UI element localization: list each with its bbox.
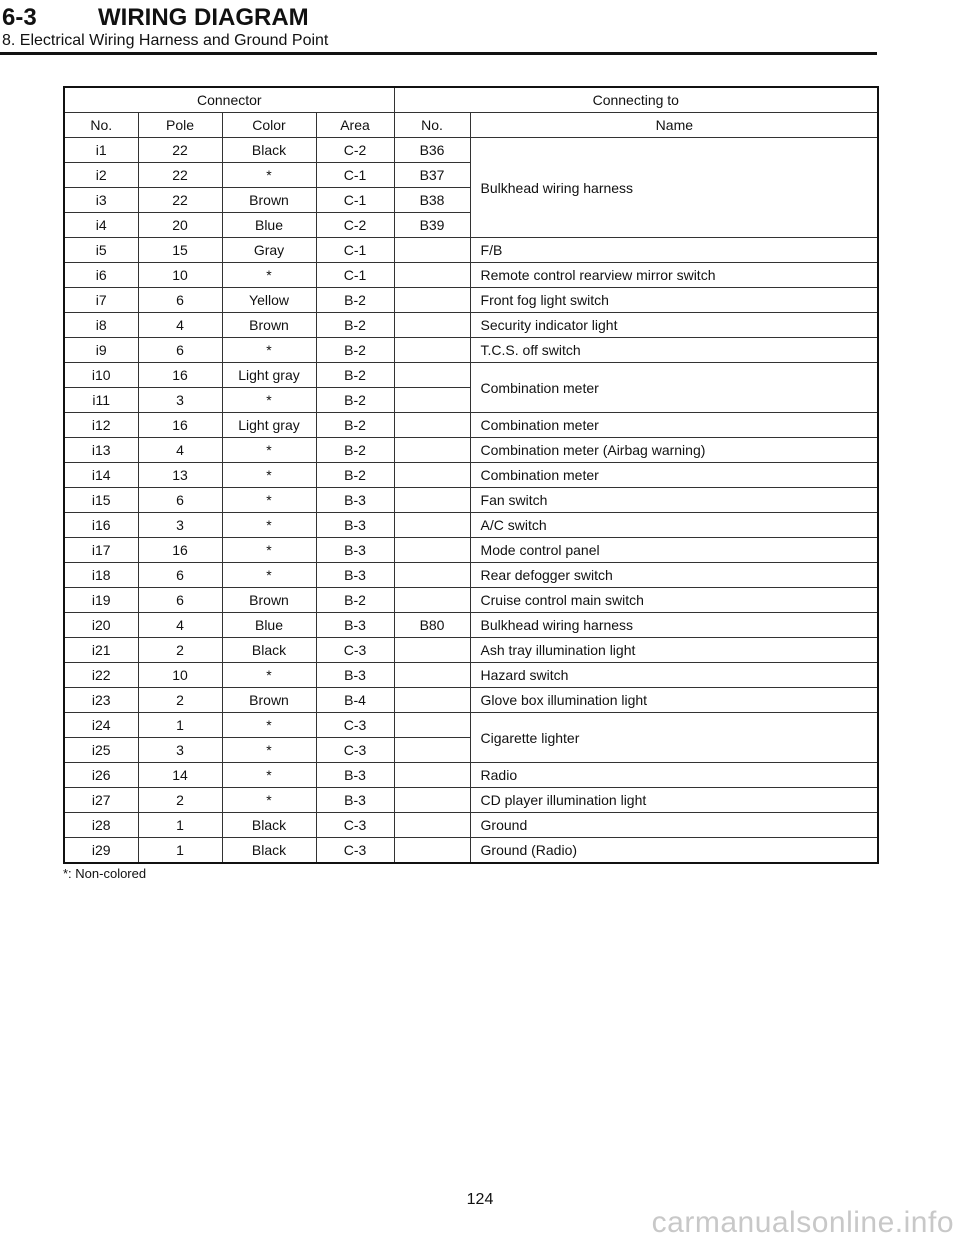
table-row xyxy=(64,513,878,538)
cell-name: Bulkhead wiring harness xyxy=(470,613,878,638)
cell-name: T.C.S. off switch xyxy=(470,338,878,363)
cell-pole: 22 xyxy=(138,163,222,188)
cell-name: A/C switch xyxy=(470,513,878,538)
cell-pole: 13 xyxy=(138,463,222,488)
cell-no: i20 xyxy=(64,613,138,638)
cell-to-no xyxy=(394,763,470,788)
cell-pole: 22 xyxy=(138,138,222,163)
cell-area: B-2 xyxy=(316,413,394,438)
cell-area: C-2 xyxy=(316,213,394,238)
cell-pole: 22 xyxy=(138,188,222,213)
table-row xyxy=(64,788,878,813)
page-number: 124 xyxy=(466,1191,494,1208)
group-header-connector: Connector xyxy=(64,87,394,113)
cell-no: i11 xyxy=(64,388,138,413)
cell-to-no xyxy=(394,663,470,688)
cell-no: i7 xyxy=(64,288,138,313)
cell-no: i14 xyxy=(64,463,138,488)
table-row xyxy=(64,838,878,864)
cell-no: i1 xyxy=(64,138,138,163)
cell-color: Brown xyxy=(222,588,316,613)
cell-pole: 10 xyxy=(138,663,222,688)
cell-pole: 1 xyxy=(138,813,222,838)
cell-to-no xyxy=(394,313,470,338)
cell-area: C-3 xyxy=(316,638,394,663)
cell-to-no xyxy=(394,588,470,613)
table-row xyxy=(64,288,878,313)
connector-table-body xyxy=(64,87,878,863)
cell-name: Rear defogger switch xyxy=(470,563,878,588)
cell-color: * xyxy=(222,763,316,788)
cell-no: i16 xyxy=(64,513,138,538)
cell-name: Radio xyxy=(470,763,878,788)
cell-color: Black xyxy=(222,838,316,864)
cell-pole: 6 xyxy=(138,588,222,613)
cell-area: B-3 xyxy=(316,763,394,788)
col-header-no: No. xyxy=(64,113,138,138)
cell-to-no xyxy=(394,338,470,363)
cell-no: i4 xyxy=(64,213,138,238)
cell-color: * xyxy=(222,488,316,513)
cell-to-no: B39 xyxy=(394,213,470,238)
cell-no: i29 xyxy=(64,838,138,864)
cell-area: C-3 xyxy=(316,813,394,838)
cell-name: Combination meter xyxy=(470,463,878,488)
cell-area: B-4 xyxy=(316,688,394,713)
cell-no: i13 xyxy=(64,438,138,463)
cell-to-no xyxy=(394,788,470,813)
cell-pole: 20 xyxy=(138,213,222,238)
cell-area: C-3 xyxy=(316,738,394,763)
cell-color: Blue xyxy=(222,613,316,638)
cell-no: i21 xyxy=(64,638,138,663)
cell-area: B-3 xyxy=(316,788,394,813)
cell-to-no xyxy=(394,738,470,763)
cell-to-no: B80 xyxy=(394,613,470,638)
cell-no: i19 xyxy=(64,588,138,613)
cell-to-no xyxy=(394,463,470,488)
cell-color: * xyxy=(222,538,316,563)
cell-color: * xyxy=(222,513,316,538)
cell-color: Black xyxy=(222,813,316,838)
table-row xyxy=(64,338,878,363)
cell-to-no xyxy=(394,813,470,838)
cell-to-no: B36 xyxy=(394,138,470,163)
cell-pole: 3 xyxy=(138,388,222,413)
table-row xyxy=(64,488,878,513)
cell-color: * xyxy=(222,563,316,588)
table-row xyxy=(64,438,878,463)
cell-to-no xyxy=(394,688,470,713)
cell-name: Glove box illumination light xyxy=(470,688,878,713)
cell-color: Brown xyxy=(222,188,316,213)
cell-no: i27 xyxy=(64,788,138,813)
table-row xyxy=(64,613,878,638)
document-title: WIRING DIAGRAM xyxy=(98,4,309,31)
cell-no: i2 xyxy=(64,163,138,188)
cell-area: C-1 xyxy=(316,163,394,188)
table-row xyxy=(64,463,878,488)
cell-no: i12 xyxy=(64,413,138,438)
cell-color: * xyxy=(222,438,316,463)
cell-color: * xyxy=(222,163,316,188)
cell-color: Black xyxy=(222,138,316,163)
group-header-row xyxy=(64,87,878,113)
cell-no: i24 xyxy=(64,713,138,738)
cell-name: Front fog light switch xyxy=(470,288,878,313)
cell-pole: 14 xyxy=(138,763,222,788)
section-number: 6-3 xyxy=(2,4,37,31)
cell-to-no xyxy=(394,388,470,413)
cell-pole: 1 xyxy=(138,838,222,864)
cell-color: Brown xyxy=(222,688,316,713)
table-row xyxy=(64,763,878,788)
cell-area: C-1 xyxy=(316,238,394,263)
cell-to-no xyxy=(394,638,470,663)
col-header-to-no: No. xyxy=(394,113,470,138)
cell-area: B-2 xyxy=(316,438,394,463)
cell-no: i6 xyxy=(64,263,138,288)
col-header-area: Area xyxy=(316,113,394,138)
table-row xyxy=(64,363,878,388)
cell-pole: 6 xyxy=(138,288,222,313)
cell-name: CD player illumination light xyxy=(470,788,878,813)
table-row xyxy=(64,263,878,288)
cell-color: * xyxy=(222,263,316,288)
cell-name-merged: Combination meter xyxy=(470,363,878,413)
table-row xyxy=(64,238,878,263)
cell-area: C-1 xyxy=(316,188,394,213)
cell-to-no xyxy=(394,363,470,388)
cell-no: i17 xyxy=(64,538,138,563)
cell-pole: 4 xyxy=(138,438,222,463)
cell-area: B-2 xyxy=(316,338,394,363)
cell-area: C-1 xyxy=(316,263,394,288)
col-header-name: Name xyxy=(470,113,878,138)
table-row xyxy=(64,313,878,338)
cell-to-no: B37 xyxy=(394,163,470,188)
cell-pole: 6 xyxy=(138,563,222,588)
header-rule xyxy=(0,52,877,55)
cell-to-no xyxy=(394,563,470,588)
cell-color: * xyxy=(222,713,316,738)
cell-name: Fan switch xyxy=(470,488,878,513)
cell-no: i8 xyxy=(64,313,138,338)
cell-name: Cruise control main switch xyxy=(470,588,878,613)
cell-to-no xyxy=(394,838,470,864)
page-header xyxy=(0,0,960,60)
cell-color: Black xyxy=(222,638,316,663)
cell-to-no xyxy=(394,513,470,538)
table-row xyxy=(64,663,878,688)
cell-name: Hazard switch xyxy=(470,663,878,688)
table-row xyxy=(64,413,878,438)
cell-pole: 16 xyxy=(138,413,222,438)
cell-pole: 3 xyxy=(138,513,222,538)
cell-color: * xyxy=(222,338,316,363)
cell-to-no xyxy=(394,263,470,288)
cell-area: B-2 xyxy=(316,363,394,388)
cell-pole: 6 xyxy=(138,338,222,363)
cell-name: Security indicator light xyxy=(470,313,878,338)
cell-area: B-3 xyxy=(316,563,394,588)
cell-area: B-2 xyxy=(316,588,394,613)
cell-to-no xyxy=(394,488,470,513)
cell-to-no xyxy=(394,288,470,313)
group-header-connecting-to: Connecting to xyxy=(394,87,878,113)
cell-pole: 16 xyxy=(138,363,222,388)
cell-name: F/B xyxy=(470,238,878,263)
cell-no: i22 xyxy=(64,663,138,688)
cell-no: i18 xyxy=(64,563,138,588)
cell-name: Ground xyxy=(470,813,878,838)
cell-no: i10 xyxy=(64,363,138,388)
cell-name: Remote control rearview mirror switch xyxy=(470,263,878,288)
cell-to-no xyxy=(394,538,470,563)
cell-area: C-3 xyxy=(316,838,394,864)
cell-area: B-3 xyxy=(316,488,394,513)
table-row xyxy=(64,138,878,163)
column-header-row xyxy=(64,113,878,138)
cell-no: i23 xyxy=(64,688,138,713)
cell-color: * xyxy=(222,738,316,763)
cell-color: Light gray xyxy=(222,413,316,438)
cell-pole: 3 xyxy=(138,738,222,763)
watermark: carmanualsonline.info xyxy=(651,1206,954,1239)
cell-area: B-2 xyxy=(316,388,394,413)
cell-no: i15 xyxy=(64,488,138,513)
cell-no: i28 xyxy=(64,813,138,838)
cell-to-no xyxy=(394,438,470,463)
table-row xyxy=(64,688,878,713)
cell-area: B-3 xyxy=(316,538,394,563)
connector-table xyxy=(63,86,879,864)
cell-no: i26 xyxy=(64,763,138,788)
cell-color: * xyxy=(222,788,316,813)
cell-no: i5 xyxy=(64,238,138,263)
table-row xyxy=(64,713,878,738)
cell-area: C-3 xyxy=(316,713,394,738)
cell-area: B-2 xyxy=(316,463,394,488)
table-row xyxy=(64,538,878,563)
cell-to-no xyxy=(394,713,470,738)
section-subtitle: 8. Electrical Wiring Harness and Ground Point xyxy=(2,32,329,49)
cell-name-merged: Bulkhead wiring harness xyxy=(470,138,878,238)
cell-no: i25 xyxy=(64,738,138,763)
table-row xyxy=(64,588,878,613)
cell-no: i3 xyxy=(64,188,138,213)
cell-name: Combination meter xyxy=(470,413,878,438)
cell-pole: 15 xyxy=(138,238,222,263)
cell-pole: 10 xyxy=(138,263,222,288)
cell-to-no xyxy=(394,238,470,263)
cell-pole: 16 xyxy=(138,538,222,563)
cell-color: * xyxy=(222,388,316,413)
cell-pole: 6 xyxy=(138,488,222,513)
col-header-color: Color xyxy=(222,113,316,138)
cell-pole: 1 xyxy=(138,713,222,738)
cell-color: * xyxy=(222,663,316,688)
cell-color: Light gray xyxy=(222,363,316,388)
cell-pole: 2 xyxy=(138,688,222,713)
cell-name: Mode control panel xyxy=(470,538,878,563)
cell-name-merged: Cigarette lighter xyxy=(470,713,878,763)
cell-area: B-3 xyxy=(316,663,394,688)
cell-to-no: B38 xyxy=(394,188,470,213)
cell-color: Yellow xyxy=(222,288,316,313)
cell-pole: 4 xyxy=(138,313,222,338)
cell-color: * xyxy=(222,463,316,488)
cell-to-no xyxy=(394,413,470,438)
table-row xyxy=(64,813,878,838)
cell-color: Blue xyxy=(222,213,316,238)
footnote: *: Non-colored xyxy=(63,866,147,881)
cell-area: B-2 xyxy=(316,313,394,338)
cell-color: Brown xyxy=(222,313,316,338)
cell-color: Gray xyxy=(222,238,316,263)
cell-area: B-3 xyxy=(316,613,394,638)
table-row xyxy=(64,638,878,663)
cell-area: C-2 xyxy=(316,138,394,163)
cell-no: i9 xyxy=(64,338,138,363)
cell-name: Ash tray illumination light xyxy=(470,638,878,663)
cell-pole: 4 xyxy=(138,613,222,638)
cell-pole: 2 xyxy=(138,638,222,663)
cell-name: Ground (Radio) xyxy=(470,838,878,864)
cell-area: B-2 xyxy=(316,288,394,313)
table-row xyxy=(64,563,878,588)
col-header-pole: Pole xyxy=(138,113,222,138)
cell-name: Combination meter (Airbag warning) xyxy=(470,438,878,463)
cell-area: B-3 xyxy=(316,513,394,538)
cell-pole: 2 xyxy=(138,788,222,813)
